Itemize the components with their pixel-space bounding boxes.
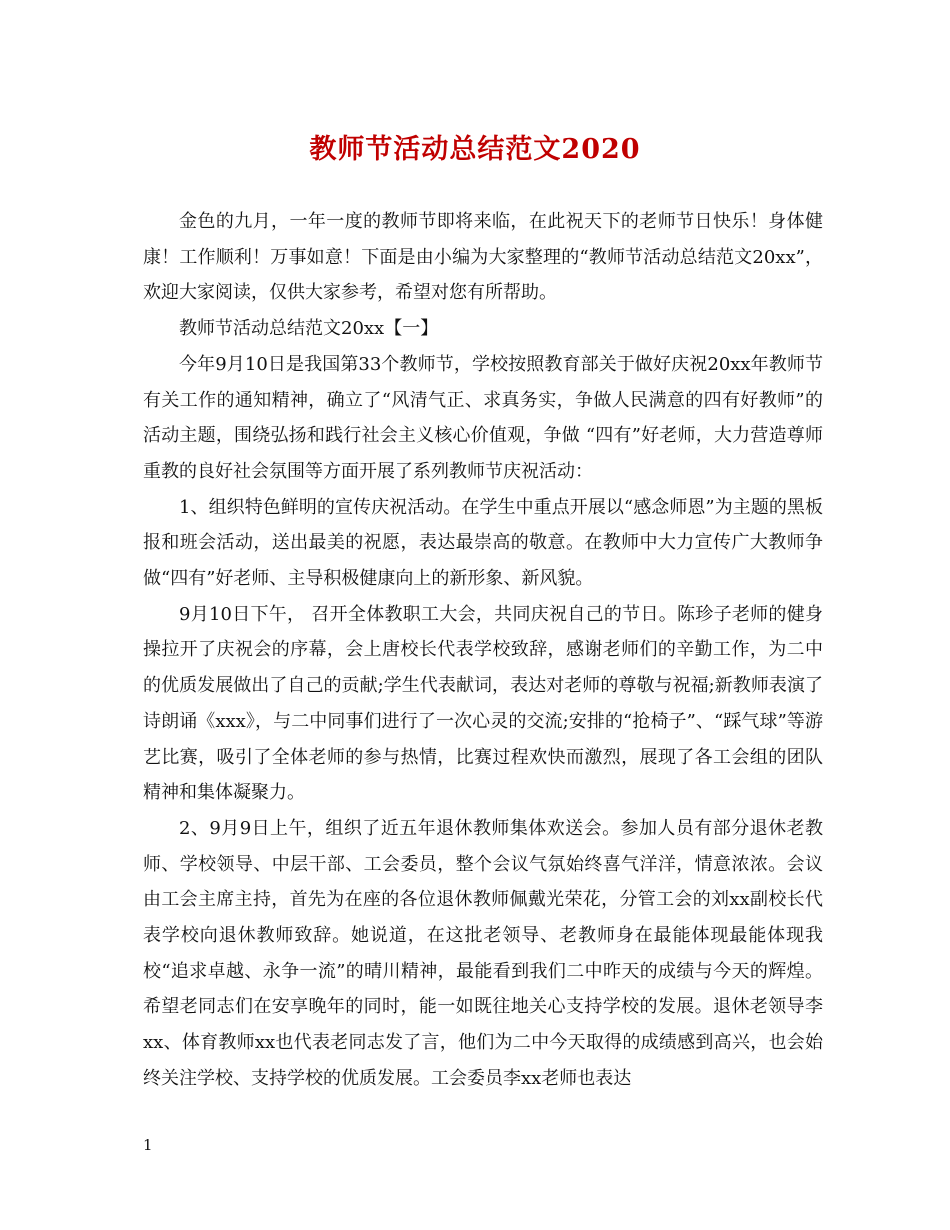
body-paragraph: 今年9月10日是我国第33个教师节，学校按照教育部关于做好庆祝20xx年教师节有关工作的通知精神，确立了“风清气正、求真务实，争做人民满意的四有好教师”的活动主题，围绕弘扬和践行社会主义核心价值观，争做 “四有”好老师，大力营造尊师重教的良好社会氛围等方面开展了系列教师节庆祝活动：: [143, 353, 823, 482]
document-body: [143, 204, 823, 1097]
body-paragraph: 1、组织特色鲜明的宣传庆祝活动。在学生中重点开展以“感念师恩”为主题的黑板报和班会活动，送出最美的祝愿，表达最崇高的敬意。在教师中大力宣传广大教师争做“四有”好老师、主导积极健康向上的新形象、新风貌。: [143, 496, 823, 590]
body-paragraph: 9月10日下午， 召开全体教职工大会，共同庆祝自己的节日。陈珍子老师的健身操拉开了庆祝会的序幕，会上唐校长代表学校致辞，感谢老师们的辛勤工作，为二中的优质发展做出了自己的贡献;学生代表献词，表达对老师的尊敬与祝福;新教师表演了诗朗诵《xxx》，与二中同事们进行了一次心灵的交流;安排的“抢椅子”、“踩气球”等游艺比赛，吸引了全体老师的参与热情，比赛过程欢快而激烈，展现了各工会组的团队精神和集体凝聚力。: [143, 603, 823, 804]
intro-paragraph: 金色的九月，一年一度的教师节即将来临，在此祝天下的老师节日快乐！身体健康！工作顺利！万事如意！下面是由小编为大家整理的“教师节活动总结范文20xx”，欢迎大家阅读，仅供大家参考，希望对您有所帮助。: [143, 211, 823, 304]
page-number: 1: [143, 1136, 153, 1154]
document-title: 教师节活动总结范文2020: [309, 134, 641, 165]
body-paragraph: 2、9月9日上午，组织了近五年退休教师集体欢送会。参加人员有部分退休老教师、学校领导、中层干部、工会委员，整个会议气氛始终喜气洋洋，情意浓浓。会议由工会主席主持，首先为在座的各位退休教师佩戴光荣花，分管工会的刘xx副校长代表学校向退休教师致辞。她说道，在这批老领导、老教师身在最能体现最能体现我校“追求卓越、永争一流”的晴川精神，最能看到我们二中昨天的成绩与今天的辉煌。希望老同志们在安享晚年的同时，能一如既往地关心支持学校的发展。退休老领导李xx、体育教师xx也代表老同志发了言，他们为二中今天取得的成绩感到高兴，也会始终关注学校、支持学校的优质发展。工会委员李xx老师也表达: [143, 817, 823, 1089]
section-heading: 教师节活动总结范文20xx【一】: [179, 318, 439, 340]
